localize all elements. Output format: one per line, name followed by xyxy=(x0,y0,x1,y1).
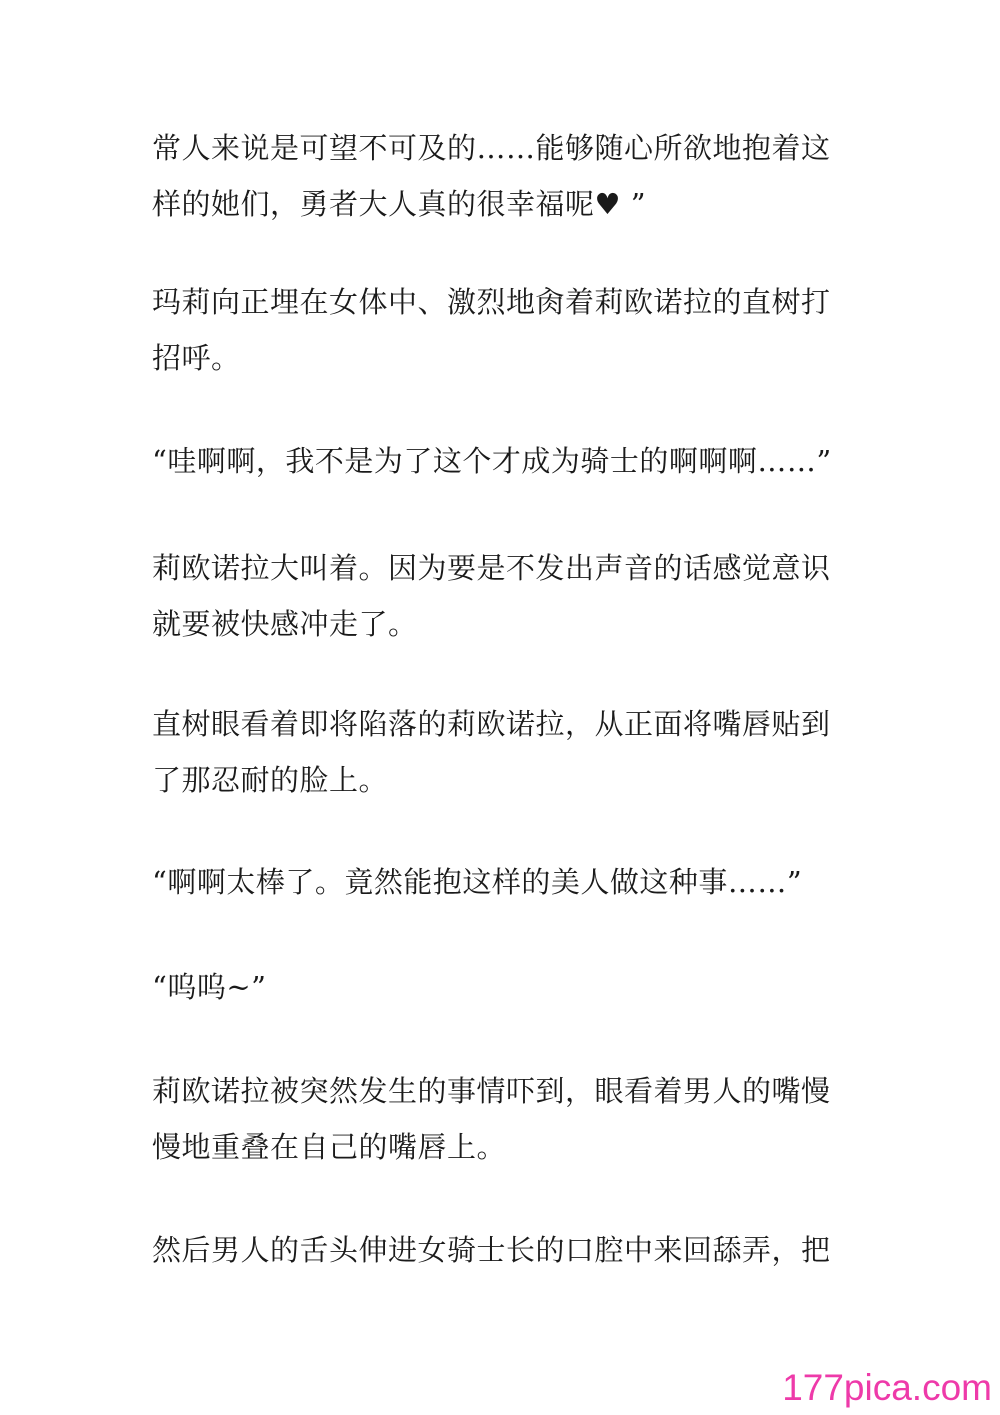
paragraph-9: 然后男人的舌头伸进女骑士长的口腔中来回舔弄，把 xyxy=(152,1233,831,1267)
paragraph-8: 莉欧诺拉被突然发生的事情吓到，眼看着男人的嘴慢慢地重叠在自己的嘴唇上。 xyxy=(152,1074,831,1164)
paragraph-3: “哇啊啊，我不是为了这个才成为骑士的啊啊啊……” xyxy=(152,444,832,478)
paragraph-1: 常人来说是可望不可及的……能够随心所欲地抱着这样的她们，勇者大人真的很幸福呢♥ ” xyxy=(152,131,831,221)
paragraph-7: “呜呜~” xyxy=(152,970,267,1004)
paragraph-6: “啊啊太棒了。竟然能抱这样的美人做这种事……” xyxy=(152,865,803,899)
watermark-text: 177pica.com xyxy=(782,1367,992,1408)
paragraph-2: 玛莉向正埋在女体中、激烈地肏着莉欧诺拉的直树打招呼。 xyxy=(152,285,831,375)
paragraph-5: 直树眼看着即将陷落的莉欧诺拉，从正面将嘴唇贴到了那忍耐的脸上。 xyxy=(152,707,831,797)
paragraph-4: 莉欧诺拉大叫着。因为要是不发出声音的话感觉意识就要被快感冲走了。 xyxy=(152,551,831,641)
